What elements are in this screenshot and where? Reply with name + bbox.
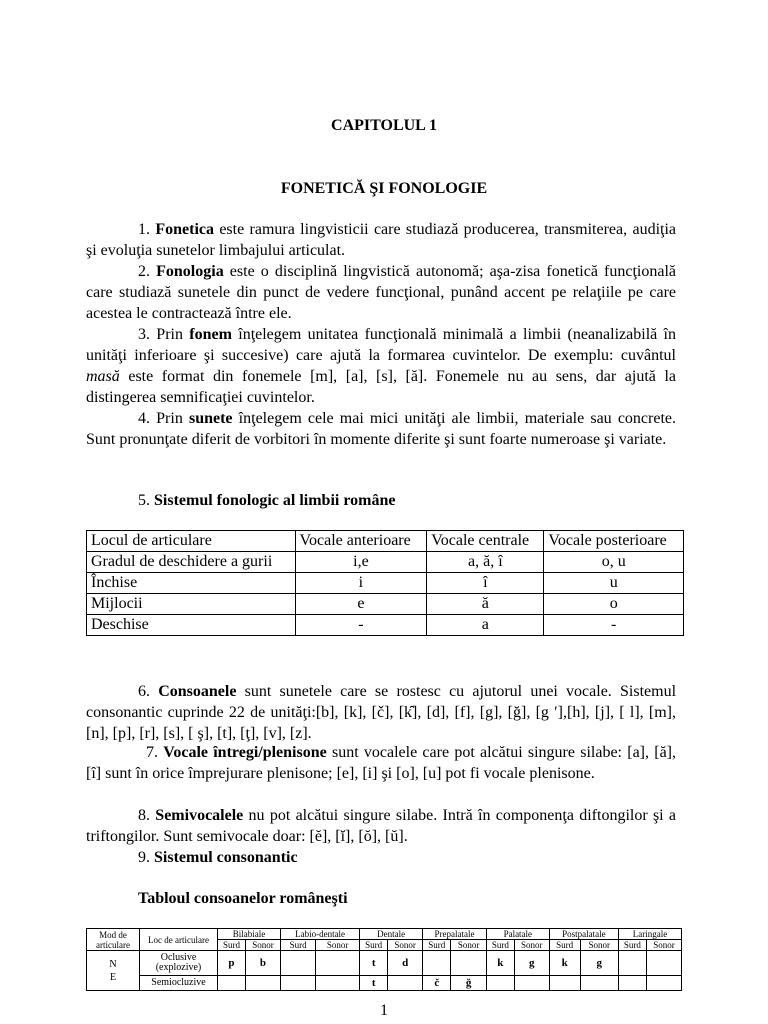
term-plenisone: Vocale întregi/plenisone [163, 744, 327, 761]
table-row [87, 552, 684, 573]
row-label: Închise [87, 573, 296, 594]
consonant-cell [316, 951, 360, 976]
row-label: Deschise [87, 615, 296, 636]
consonant-cell: č [423, 976, 451, 991]
table-cell: a, ă, î [427, 552, 544, 573]
header-mod: Mod de articulare [87, 929, 140, 951]
header-loc: Loc de articulare [140, 929, 218, 951]
consonant-table [86, 928, 682, 991]
header-surd: Surd [423, 940, 451, 951]
paragraph-8: 8. Semivocalele nu pot alcătui singure silabe. Intră în componenţa diftongilor şi a triftongilor. Sunt semivocale doar: [ĕ], [ĭ], [ŏ], [ŭ]. [86, 807, 677, 845]
term-sunete: sunete [188, 410, 233, 427]
header-surd: Surd [218, 940, 246, 951]
table-row [87, 594, 684, 615]
place-postpalatale: Postpalatale [549, 929, 618, 940]
header-sonor: Sonor [580, 940, 618, 951]
table-cell: o [544, 594, 684, 615]
table-cell: u [544, 573, 684, 594]
page-number: 1 [380, 1002, 388, 1019]
table-cell: e [295, 594, 427, 615]
consonant-cell [218, 976, 246, 991]
paragraph-7: 7. Vocale întregi/plenisone sunt vocalele care pot alcătui singure silabe: [a], [ă], [î] sunt în orice împrejurare plenisone; [e], [i] şi [o], [u] pot fi vocale plenisone. [86, 744, 677, 782]
consonant-cell [618, 951, 646, 976]
vowel-table-header [87, 531, 684, 552]
section-title: FONETICĂ ŞI FONOLOGIE [280, 180, 488, 197]
table-row [87, 976, 682, 991]
header-sonor: Sonor [646, 940, 681, 951]
consonant-cell [451, 951, 486, 976]
consonant-cell: k [549, 951, 580, 976]
row-type: Oclusive (explozive) [140, 951, 218, 976]
header-cell: Locul de articulare [87, 531, 296, 552]
place-dentale: Dentale [360, 929, 423, 940]
consonant-cell: b [245, 951, 280, 976]
header-sonor: Sonor [451, 940, 486, 951]
consonant-cell: t [360, 976, 388, 991]
term-semivocalele: Semivocalele [155, 807, 244, 824]
header-sonor: Sonor [514, 940, 549, 951]
consonant-cell [316, 976, 360, 991]
consonant-cell: p [218, 951, 246, 976]
header-surd: Surd [360, 940, 388, 951]
consonant-cell [646, 951, 681, 976]
consonant-cell [486, 976, 514, 991]
header-cell: Vocale anterioare [295, 531, 427, 552]
vowel-table [86, 530, 684, 636]
table-row [87, 615, 684, 636]
term-fonem: fonem [189, 326, 232, 343]
term-fonologia: Fonologia [156, 263, 224, 280]
term-fonetica: Fonetica [155, 221, 214, 238]
place-prepalatale: Prepalatale [423, 929, 487, 940]
paragraph-4: 4. Prin sunete înţelegem cele mai mici unităţi ale limbii, materiale sau concrete. Sunt pronunţate diferit de vorbitori în momente diferite şi sunt foarte numeroase şi variate. [86, 410, 677, 448]
paragraph-6: 6. Consoanele sunt sunetele care se rostesc cu ajutorul unei vocale. Sistemul consonantic cuprinde 22 de unităţi:[b], [k], [č], [k̑], [d], [f], [g], [ğ], [g ′],[h], [j], [ l], [m], [n], [p], [r], [s], [ ş], [t], [ţ], [v], [z]. [86, 683, 677, 742]
paragraph-1: 1. Fonetica este ramura lingvisticii care studiază producerea, transmiterea, audiţia şi evoluţia sunetelor limbajului articulat. [86, 221, 677, 259]
header-surd: Surd [618, 940, 646, 951]
table-cell: o, u [544, 552, 684, 573]
consonant-cell [280, 976, 315, 991]
header-cell: Vocale centrale [427, 531, 544, 552]
paragraph-9-heading: 9. Sistemul consonantic [138, 849, 298, 866]
term-consoanele: Consoanele [158, 683, 237, 700]
consonant-cell [549, 976, 580, 991]
mod-cell: N E [87, 951, 140, 991]
row-label: Gradul de deschidere a gurii [87, 552, 296, 573]
place-labio-dentale: Labio-dentale [280, 929, 359, 940]
consonant-cell: ğ [451, 976, 486, 991]
place-bilabiale: Bilabiale [218, 929, 281, 940]
header-sonor: Sonor [388, 940, 423, 951]
consonant-cell [245, 976, 280, 991]
consonant-cell [280, 951, 315, 976]
table-row [87, 573, 684, 594]
consonant-cell [580, 976, 618, 991]
consonant-cell [388, 976, 423, 991]
consonant-cell [423, 951, 451, 976]
header-cell: Vocale posterioare [544, 531, 684, 552]
consonant-cell [618, 976, 646, 991]
header-surd: Surd [280, 940, 315, 951]
place-palatale: Palatale [486, 929, 549, 940]
consonant-table-title: Tabloul consoanelor româneşti [138, 890, 348, 907]
paragraph-3: 3. Prin fonem înţelegem unitatea funcţională minimală a limbii (neanalizabilă în unităţi inferioare şi succesive) care ajută la formarea cuvintelor. De exemplu: cuvântul masă este format din fonemele [m], [a], [s], [ă]. Fonemele nu au sens, dar ajută la distingerea semnificaţiei cuvintelor. [86, 326, 676, 406]
table-cell: î [427, 573, 544, 594]
example-word: masă [86, 368, 120, 385]
table-row [87, 951, 682, 976]
table-cell: ă [427, 594, 544, 615]
header-sonor: Sonor [316, 940, 360, 951]
table-cell: i,e [295, 552, 427, 573]
consonant-cell: d [388, 951, 423, 976]
header-surd: Surd [486, 940, 514, 951]
consonant-cell: t [360, 951, 388, 976]
place-laringale: Laringale [618, 929, 681, 940]
header-sonor: Sonor [245, 940, 280, 951]
consonant-cell: k [486, 951, 514, 976]
consonant-cell: g [514, 951, 549, 976]
consonant-cell [646, 976, 681, 991]
consonant-cell: g [580, 951, 618, 976]
cons-header-places [87, 929, 682, 940]
chapter-title: CAPITOLUL 1 [331, 117, 437, 134]
consonant-cell [514, 976, 549, 991]
paragraph-2: 2. Fonologia este o disciplină lingvistică autonomă; aşa-zisa fonetică funcţională care studiază sunetele din punct de vedere funcţional, punând accent pe relaţiile pe care acestea le contractează între ele. [86, 263, 677, 322]
table-cell: a [427, 615, 544, 636]
table-cell: i [295, 573, 427, 594]
header-surd: Surd [549, 940, 580, 951]
row-label: Mijlocii [87, 594, 296, 615]
table-cell: - [295, 615, 427, 636]
row-type: Semiocluzive [140, 976, 218, 991]
paragraph-5-heading: 5. Sistemul fonologic al limbii române [138, 492, 396, 509]
table-cell: - [544, 615, 684, 636]
